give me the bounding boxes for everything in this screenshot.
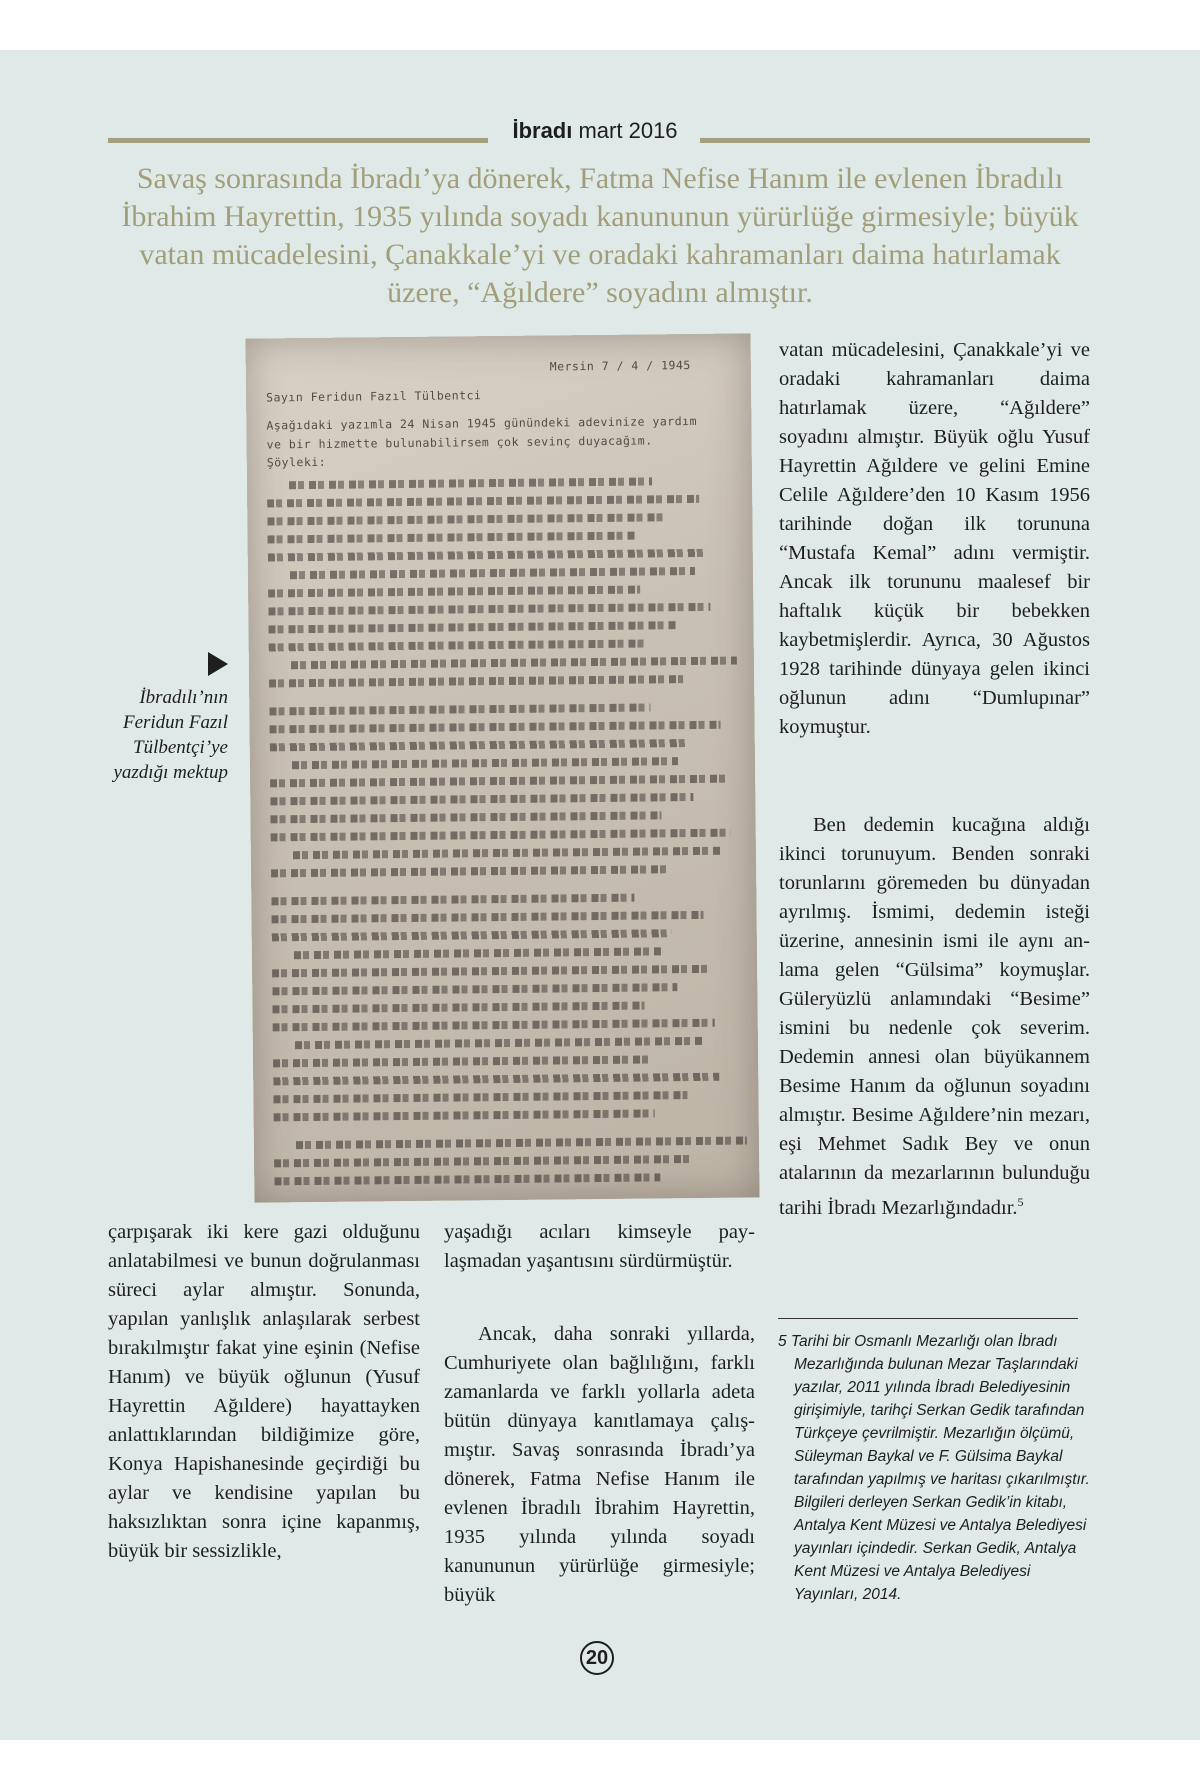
- photo-caption: İbradılı’nın Feridun Fazıl Tülbentçi’ye yazdığı mektup: [113, 687, 228, 783]
- footnote: 5 Tarihi bir Osmanlı Mezarlığı olan İbradı Mezarlığında bulunan Mezar Taşlarındaki yazılar, 2011 yılında İbradı Belediyesinin girişimiyle, tarihçi Serkan Gedik tarafından Türkçeye çevrilmiştir. Mezarlığın ölçümü, Süleyman Baykal ve F. Gülsima Baykal tarafından yapılmış ve haritası çıkarılmıştır. Bilgileri derleyen Serkan Gedik’in kitabı, Antalya Kent Müzesi ve Antalya Belediyesi yayınları içindedir. Serkan Gedik, Antalya Kent Müzesi ve Antalya Belediyesi Yayınları, 2014.: [778, 1333, 1090, 1603]
- letter-faint-line: [274, 1155, 693, 1167]
- letter-faint-line: [273, 1055, 650, 1067]
- page-number: 20: [580, 1641, 614, 1675]
- letter-faint-line: [271, 865, 666, 877]
- col2-paragraph-2: Ancak, daha sonraki yıllarda, Cumhuriyete olan bağlılığını, farklı zamanlarda ve farklı yollarla adeta bütün dünyaya kanıtlamaya çalışmıştır. Savaş sonrasında İbradı’ya dönerek, Fatma Nefise Hanım ile evlenen İbradılı İbrahim Hayrettin, 1935 yılında yılında soyadı kanununun yürürlüğe girmesiyle; büyük: [444, 1323, 755, 1606]
- letter-faint-line: [270, 721, 721, 734]
- letter-typewritten-body: [267, 477, 739, 1186]
- letter-faint-line: [274, 1173, 660, 1185]
- letter-line: ve bir hizmette bulunabilirsem çok sevinç duyacağım.: [266, 433, 653, 452]
- letter-faint-line: [272, 929, 672, 941]
- footnote-rule: [778, 1318, 1078, 1319]
- letter-faint-line: [290, 567, 695, 579]
- letter-faint-line: [271, 894, 634, 906]
- header-brand: İbradı: [512, 118, 573, 143]
- letter-faint-line: [268, 603, 710, 616]
- letter-faint-line: [272, 965, 709, 978]
- letter-faint-line: [273, 1073, 719, 1086]
- letter-faint-line: [269, 703, 650, 715]
- letter-faint-line: [268, 549, 705, 562]
- pull-quote: Savaş sonrasında İbradı’ya dönerek, Fatma Nefise Hanım ile evlenen İbradılı İbrahim Hayrettin, 1935 yılında soyadı kanununun yürürlüğe girmesiyle; büyük vatan mücadelesini, Çanakkale’yi ve oradaki kahramanları daima hatırlamak üzere, “Ağıldere” soyadını almıştır.: [121, 162, 1079, 309]
- letter-faint-line: [295, 1037, 704, 1049]
- letter-faint-line: [273, 1091, 687, 1103]
- letter-faint-line: [268, 621, 677, 633]
- letter-faint-line: [269, 675, 683, 687]
- col1-paragraph: çarpışarak iki kere gazi olduğunu anlatabilmesi ve bunun doğrulanması süreci aylar almıştır. Sonunda, yapılan yanlışlık anlaşılarak serbest bırakılmıştır fakat yine eşinin (Nefise Hanım) ve büyük oğlunun (Yusuf Hayrettin Ağıldere) hayattayken anlattıklarından bildiğimize göre, Konya Hapishanesinde geçirdiği bu aylar ve kendisine yapılan bu haksızlıktan sonra içine kapanmış, büyük bir sessizlikle,: [108, 1221, 420, 1562]
- letter-faint-line: [273, 1019, 715, 1032]
- letter-faint-line: [294, 947, 661, 959]
- letter-faint-line: [272, 1002, 644, 1014]
- running-header: [490, 118, 700, 144]
- header-rule-right: [700, 138, 1090, 143]
- letter-line: Aşağıdaki yazımla 24 Nisan 1945 günündeki adevinize yardım: [266, 414, 698, 433]
- col3-paragraph-2: [779, 811, 1090, 1223]
- letter-faint-line: [271, 829, 731, 842]
- letter-faint-line: [292, 757, 678, 769]
- letter-photo: [245, 333, 759, 1202]
- header-issue: mart 2016: [578, 118, 678, 143]
- letter-faint-line: [289, 477, 652, 489]
- letter-faint-line: [268, 532, 635, 544]
- letter-faint-line: [272, 911, 704, 924]
- letter-date: Mersin 7 / 4 / 1945: [549, 358, 691, 374]
- letter-salutation: Sayın Feridun Fazıl Tülbentci: [266, 388, 482, 405]
- caption-arrow-icon: [208, 652, 228, 676]
- header-rule-left: [108, 138, 488, 143]
- letter-faint-line: [270, 739, 689, 751]
- letter-faint-line: [267, 495, 699, 508]
- letter-faint-line: [293, 847, 721, 859]
- letter-faint-line: [291, 657, 737, 670]
- letter-faint-line: [270, 775, 726, 788]
- letter-faint-line: [296, 1136, 747, 1149]
- col2-paragraph-1: yaşadığı acıları kimseyle paylaşmadan yaşantısını sürdürmüştür.: [444, 1221, 755, 1272]
- footnote-ref: 5: [1017, 1195, 1024, 1209]
- letter-faint-line: [267, 513, 667, 525]
- letter-line: Şöyleki:: [266, 454, 327, 470]
- letter-faint-line: [270, 793, 693, 805]
- letter-faint-line: [270, 811, 661, 823]
- letter-faint-line: [272, 983, 677, 995]
- letter-faint-line: [269, 640, 646, 652]
- col3-paragraph-1: vatan mücadelesini, Çanakkale’yi ve oradaki kahramanları daima hatırlamak üzere, “Ağıldere” soyadını almıştır. Büyük oğlu Yusuf Hayrettin Ağıldere ve gelini Emine Celile Ağıldere’den 10 Kasım 1956 tarihinde doğan ilk torununa “Mustafa Kemal” adını vermiştir. Ancak ilk torununu maalesef bir haftalık küçük bir bebekken kaybetmişlerdir. Ayrıca, 30 Ağustos 1928 tarihinde dünyaya gelen ikinci oğlunun adını “Dumlupınar” koymuştur.: [779, 339, 1090, 738]
- letter-faint-line: [274, 1109, 655, 1121]
- col3-paragraph-2-text: Ben dedemin kucağına aldığı ikinci torunuyum. Benden sonraki torunlarını göremeden bu dünyadan ayrılmış. İsmimi, dedemin isteği üzerine, annesinin ismi ile aynı anlama gelen “Gülsima” koymuşlar. Güleryüzlü anlamındaki “Besime” ismini bu nedenle çok severim. Dedemin annesi olan büyükannem Besime Hanım da oğlunun soyadını almıştır. Besime Ağıldere’nin mezarı, eşi Mehmet Sadık Bey ve onun atalarının da mezarlarının bulunduğu tarihi İbradı Mezarlığındadır.: [779, 814, 1090, 1219]
- letter-faint-line: [268, 586, 640, 598]
